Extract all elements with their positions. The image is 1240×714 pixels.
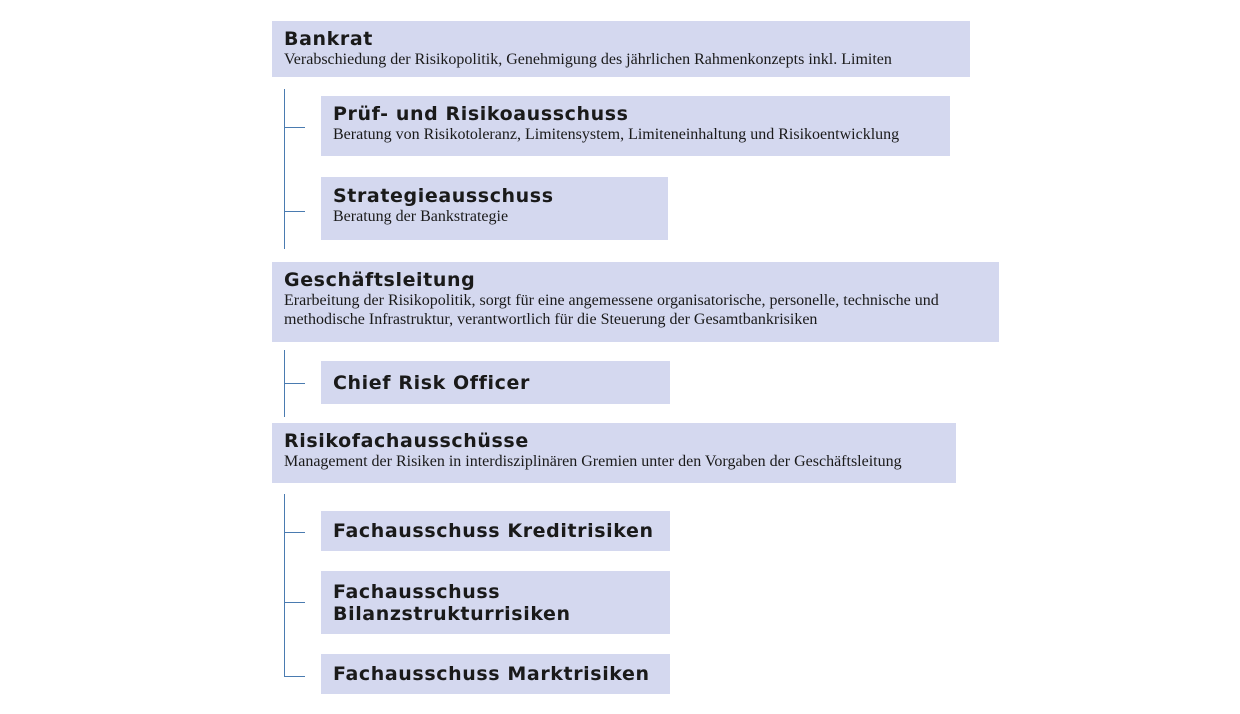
connector-pruef [284,127,305,128]
connector-markt [284,676,305,677]
cro-title: Chief Risk Officer [333,371,530,394]
strategie-title: Strategieausschuss [333,185,554,207]
risikofachausschuesse-box [272,423,956,483]
geschaeftsleitung-box [272,262,999,342]
connector-strategie [284,211,305,212]
connector-vertical-bankrat [284,89,285,249]
bankrat-desc: Verabschiedung der Risikopolitik, Genehmigung des jährlichen Rahmenkonzepts inkl. Limiten [284,51,892,68]
fachausschuss-kreditrisiken-box [321,511,670,551]
geschaeftsleitung-desc: Erarbeitung der Risikopolitik, sorgt für eine angemessene organisatorische, personelle, technische und methodische Infrastruktur, verantwortlich für die Steuerung der Gesamtbankrisiken [284,292,939,328]
connector-kredit [284,532,305,533]
bankrat-title: Bankrat [284,28,373,50]
bankrat-box [272,21,970,77]
pruef-desc: Beratung von Risikotoleranz, Limitensystem, Limiteneinhaltung und Risikoentwicklung [333,126,900,143]
bilanz-title: Fachausschuss Bilanzstrukturrisiken [333,580,571,625]
risikofach-desc: Management der Risiken in interdisziplinären Gremien unter den Vorgaben der Geschäftsleitung [284,453,902,470]
markt-title: Fachausschuss Marktrisiken [333,663,650,685]
pruef-risikoausschuss-box [321,96,950,156]
chief-risk-officer-box [321,361,670,404]
strategieausschuss-box [321,177,668,240]
geschaeftsleitung-title: Geschäftsleitung [284,269,476,291]
risikofach-title: Risikofachausschüsse [284,430,529,452]
connector-bilanz [284,602,305,603]
connector-cro [284,383,305,384]
connector-vertical-risikofach [284,494,285,677]
strategie-desc: Beratung der Bankstrategie [333,208,509,225]
kredit-title: Fachausschuss Kreditrisiken [333,520,654,542]
fachausschuss-marktrisiken-box [321,654,670,694]
pruef-title: Prüf- und Risikoausschuss [333,103,629,125]
fachausschuss-bilanzstrukturrisiken-box [321,571,670,634]
